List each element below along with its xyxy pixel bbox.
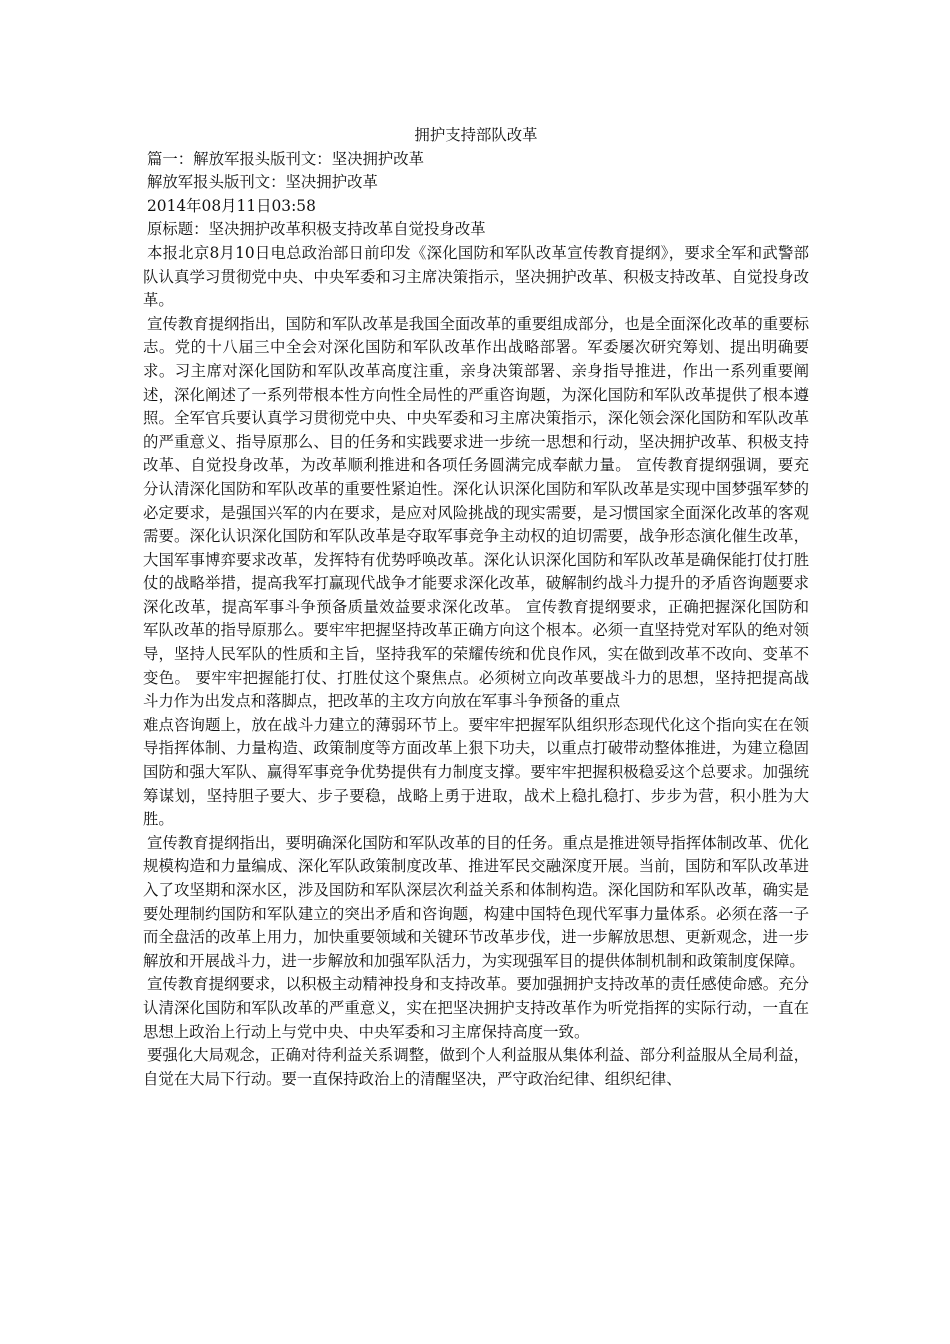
paragraph: 要强化大局观念，正确对待利益关系调整，做到个人利益服从集体利益、部分利益服从全局利益，自觉在大局下行动。要一直保持政治上的清醒坚决，严守政治纪律、组织纪律、 <box>143 1046 809 1088</box>
paragraph: 宣传教育提纲要求，以积极主动精神投身和支持改革。要加强拥护支持改革的责任感使命感。充分认清深化国防和军队改革的严重意义，实在把坚决拥护支持改革作为听党指挥的实际行动，一直在思想上政治上行动上与党中央、中央军委和习主席保持高度一致。 <box>143 975 809 1041</box>
document-title: 拥护支持部队改革 <box>414 126 538 144</box>
paragraph: 难点咨询题上，放在战斗力建立的薄弱环节上。要牢牢把握军队组织形态现代化这个指向实在在领导指挥体制、力量构造、政策制度等方面改革上狠下功夫，以重点打破带动整体推进，为建立稳固国防和强大军队、赢得军事竞争优势提供有力制度支撑。要牢牢把握积极稳妥这个总要求。加强统筹谋划，坚持胆子要大、步子要稳，战略上勇于进取，战术上稳扎稳打、步步为营，积小胜为大胜。 <box>143 715 809 829</box>
document-page <box>143 124 809 1091</box>
paragraph: 本报北京8月10日电总政治部日前印发《深化国防和军队改革宣传教育提纲》，要求全军和武警部队认真学习贯彻党中央、中央军委和习主席决策指示，坚决拥护改革、积极支持改革、自觉投身改革。 <box>143 243 809 310</box>
paragraph: 宣传教育提纲指出，国防和军队改革是我国全面改革的重要组成部分，也是全面深化改革的重要标志。党的十八届三中全会对深化国防和军队改革作出战略部署。军委屡次研究筹划、提出明确要求。习主席对深化国防和军队改革高度注重，亲身决策部署、亲身指导推进，作出一系列重要阐述，深化阐述了一系列带根本性方向性全局性的严重咨询题，为深化国防和军队改革提供了根本遵照。全军官兵要认真学习贯彻党中央、中央军委和习主席决策指示，深化领会深化国防和军队改革的严重意义、指导原那么、目的任务和实践要求进一步统一思想和行动，坚决拥护改革、积极支持改革、自觉投身改革，为改革顺利推进和各项任务圆满完成奉献力量。 宣传教育提纲强调，要充分认清深化国防和军队改革的重要性紧迫性。深化认识深化国防和军队改革是实现中国梦强军梦的必定要求，是强国兴军的内在要求，是应对风险挑战的现实需要，是习惯国家全面深化改革的客观需要。深化认识深化国防和军队改革是夺取军事竞争主动权的迫切需要，战争形态演化催生改革，大国军事博弈要求改革，发挥特有优势呼唤改革。深化认识深化国防和军队改革是确保能打仗打胜仗的战略举措，提高我军打赢现代战争才能要求深化改革，破解制约战斗力提升的矛盾咨询题要求深化改革，提高军事斗争预备质量效益要求深化改革。 宣传教育提纲要求，正确把握深化国防和军队改革的指导原那么。要牢牢把握坚持改革正确方向这个根本。必须一直坚持党对军队的绝对领导，坚持人民军队的性质和主旨，坚持我军的荣耀传统和优良作风，实在做到改革不改向、变革不变色。 要牢牢把握能打仗、打胜仗这个聚焦点。必须树立向改革要战斗力的思想，坚持把提高战斗力作为出发点和落脚点，把改革的主攻方向放在军事斗争预备的重点 <box>143 314 809 711</box>
paragraph: 宣传教育提纲指出，要明确深化国防和军队改革的目的任务。重点是推进领导指挥体制改革、优化规模构造和力量编成、深化军队政策制度改革、推进军民交融深度开展。当前，国防和军队改革进入了攻坚期和深水区，涉及国防和军队深层次利益关系和体制构造。深化国防和军队改革，确实是要处理制约国防和军队建立的突出矛盾和咨询题，构建中国特色现代军事力量体系。必须在落一子而全盘活的改革上用力，加快重要领域和关键环节改革步伐，进一步解放思想、更新观念，进一步解放和开展战斗力，进一步解放和加强军队活力，为实现强军目的提供体制机制和政策制度保障。 <box>143 833 809 970</box>
header-line: 篇一：解放军报头版刊文：坚决拥护改革 <box>147 149 425 168</box>
header-line-original-title: 原标题：坚决拥护改革积极支持改革自觉投身改革 <box>147 220 486 239</box>
header-line-date: 2014年08月11日03:58 <box>147 196 316 215</box>
header-line: 解放军报头版刊文：坚决拥护改革 <box>147 173 378 192</box>
